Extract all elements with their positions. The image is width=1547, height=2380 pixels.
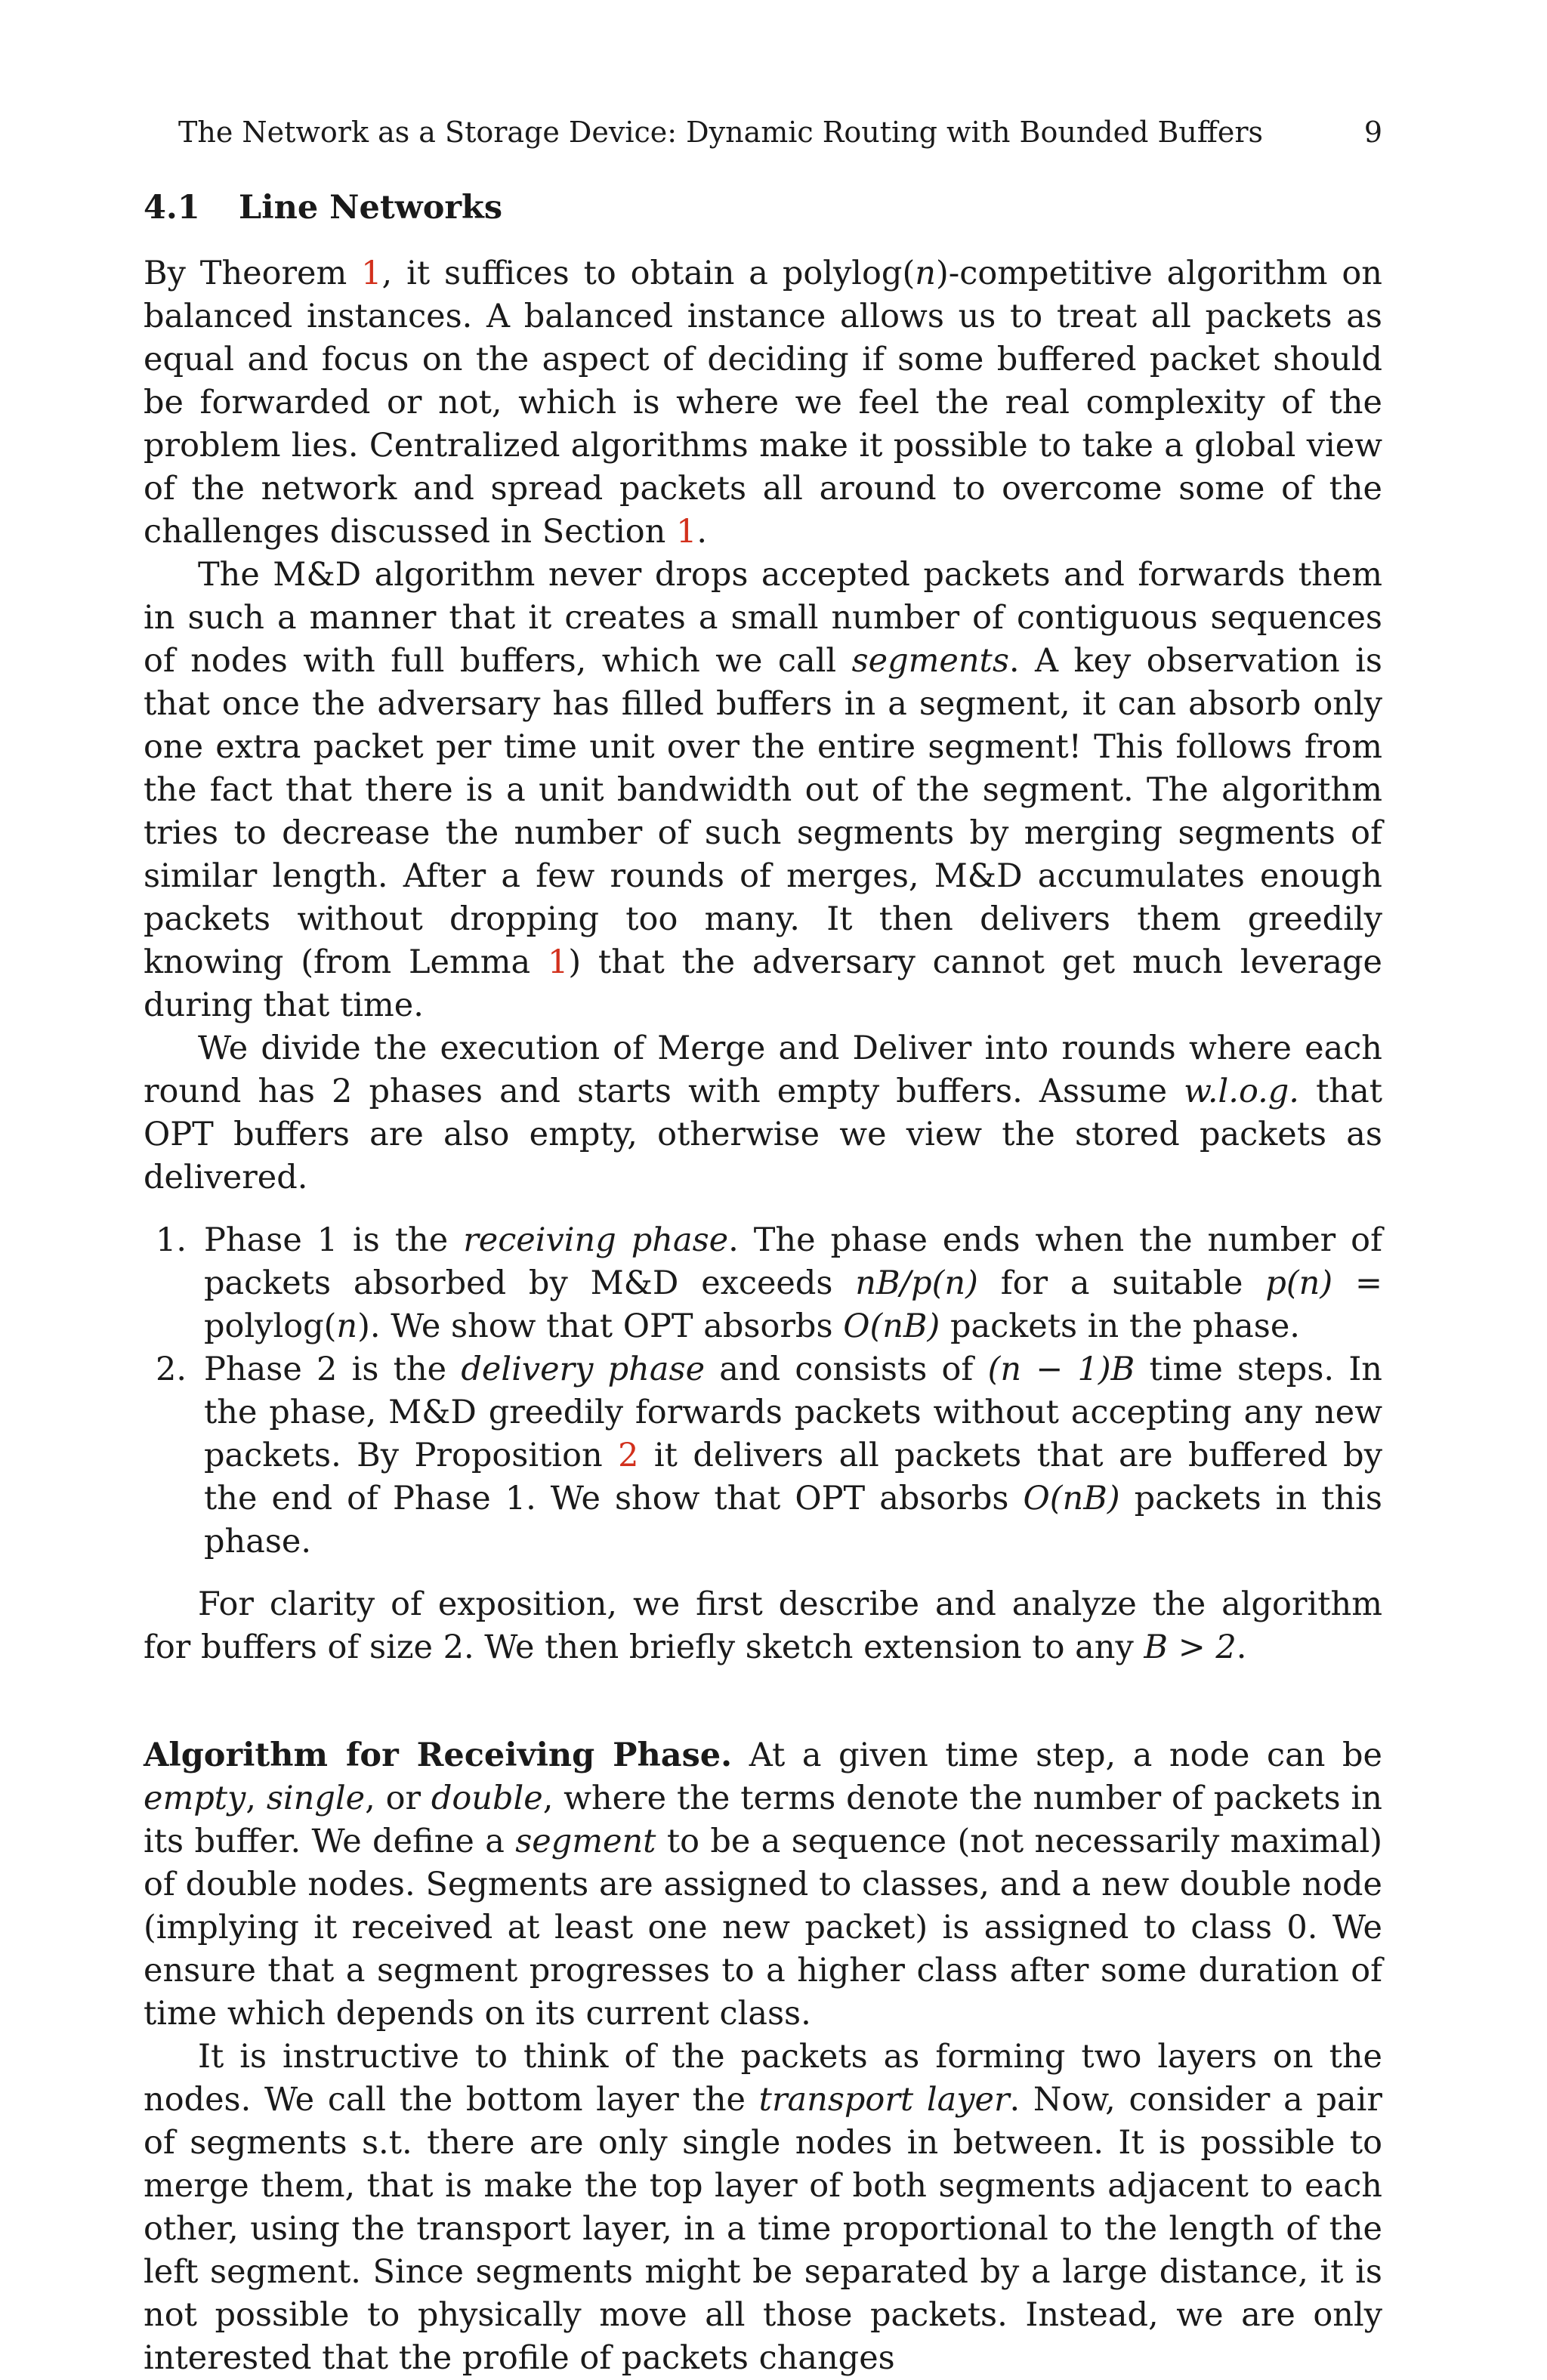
proposition-reference-link[interactable]: 2 — [618, 1437, 639, 1474]
paragraph-theorem-intro: By Theorem 1, it suffices to obtain a polylog(n)-competitive algorithm on balanced instances. A balanced instance allows us to treat all packets as equal and focus on the aspect of deciding if some buffered packet should be forwarded or not, which is where we feel the real complexity of the problem lies. Centralized algorithms make it possible to take a global view of the network and spread packets all around to overcome some of the challenges discussed in Section 1. — [144, 255, 1382, 551]
lemma-reference-link[interactable]: 1 — [547, 943, 569, 981]
paper-page — [144, 113, 1382, 2380]
paragraph-layers: It is instructive to think of the packets as forming two layers on the nodes. We call the bottom layer the transport layer. Now, consider a pair of segments s.t. there are only single nodes in between. It is possible to merge them, that is make the top layer of both segments adjacent to each other, using the transport layer, in a time proportional to the length of the left segment. Since segments might be separated by a large distance, it is not possible to physically move all those packets. Instead, we are only interested that the profile of packets changes — [144, 2038, 1382, 2377]
section-heading — [144, 186, 1382, 230]
phase-list — [144, 1219, 1382, 1564]
paragraph-rounds: We divide the execution of Merge and Deliver into rounds where each round has 2 phases and starts with empty buffers. Assume w.l.o.g. that OPT buffers are also empty, otherwise we view the stored packets as delivered. — [144, 1029, 1382, 1196]
paragraph-heading: Algorithm for Receiving Phase. — [144, 1736, 733, 1774]
list-item-phase-2: 2. Phase 2 is the delivery phase and consists of (n − 1)B time steps. In the phase, M&D greedily forwards packets without accepting any new packets. By Proposition 2 it delivers all packets that are buffered by the end of Phase 1. We show that OPT absorbs O(nB) packets in this phase. — [156, 1351, 1382, 1560]
theorem-reference-link[interactable]: 1 — [361, 255, 382, 292]
running-title: The Network as a Storage Device: Dynamic Routing with Bounded Buffers — [178, 116, 1264, 149]
section-number: 4.1 — [144, 189, 200, 227]
running-header — [144, 113, 1382, 151]
section-reference-link[interactable]: 1 — [676, 513, 697, 551]
paragraph-md-algorithm: The M&D algorithm never drops accepted packets and forwards them in such a manner that it creates a small number of contiguous sequences of nodes with full buffers, which we call segments. A key observation is that once the adversary has filled buffers in a segment, it can absorb only one extra packet per time unit over the entire segment! This follows from the fact that there is a unit bandwidth out of the segment. The algorithm tries to decrease the number of such segments by merging segments of similar length. After a few rounds of merges, M&D accumulates enough packets without dropping too many. It then delivers them greedily knowing (from Lemma 1) that the adversary cannot get much leverage during that time. — [144, 556, 1382, 1024]
list-item-phase-1: 1. Phase 1 is the receiving phase. The phase ends when the number of packets absorbed by M&D exceeds nB/p(n) for a suitable p(n) = polylog(n). We show that OPT absorbs O(nB) packets in the phase. — [156, 1221, 1382, 1345]
section-title: Line Networks — [239, 189, 503, 227]
paragraph-receiving-phase: Algorithm for Receiving Phase. At a given time step, a node can be empty, single, or double, where the terms denote the number of packets in its buffer. We define a segment to be a sequence (not necessarily maximal) of double nodes. Segments are assigned to classes, and a new double node (implying it received at least one new packet) is assigned to class 0. We ensure that a segment progresses to a higher class after some duration of time which depends on its current class. — [144, 1736, 1382, 2033]
page-number: 9 — [1363, 116, 1382, 149]
paragraph-clarity: For clarity of exposition, we first describe and analyze the algorithm for buffers of size 2. We then briefly sketch extension to any B > 2. — [144, 1585, 1382, 1666]
paragraph-spacer — [144, 1669, 1382, 1734]
